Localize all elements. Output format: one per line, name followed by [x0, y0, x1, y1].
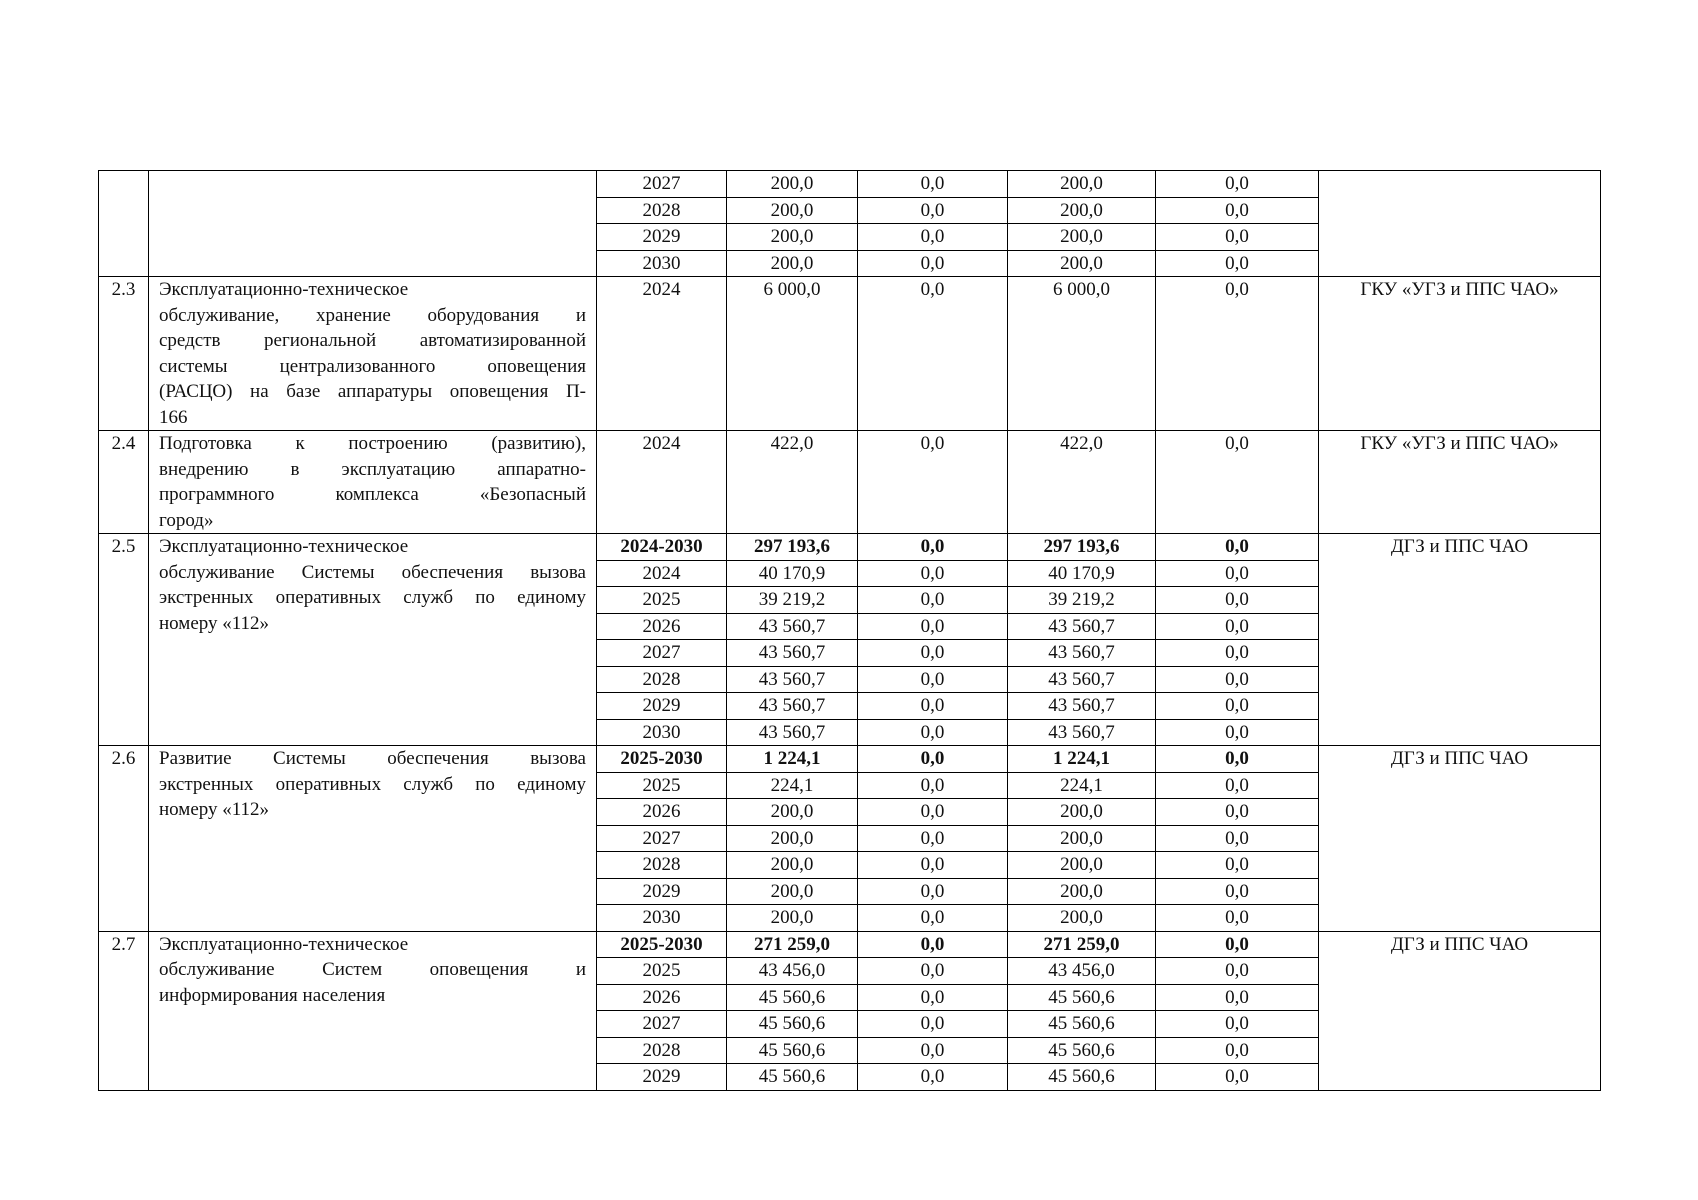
other-sources-cell: 0,0 [1156, 277, 1319, 431]
federal-budget-cell: 0,0 [858, 746, 1008, 773]
total-amount-cell: 200,0 [727, 905, 858, 932]
federal-budget-cell: 0,0 [858, 171, 1008, 198]
other-sources-cell: 0,0 [1156, 772, 1319, 799]
regional-budget-cell: 45 560,6 [1008, 1011, 1156, 1038]
federal-budget-cell: 0,0 [858, 878, 1008, 905]
federal-budget-cell: 0,0 [858, 958, 1008, 985]
item-number: 2.7 [99, 931, 149, 1090]
year-cell: 2024 [597, 277, 727, 431]
other-sources-cell: 0,0 [1156, 587, 1319, 614]
total-amount-cell: 43 560,7 [727, 666, 858, 693]
total-amount-cell: 1 224,1 [727, 746, 858, 773]
federal-budget-cell: 0,0 [858, 905, 1008, 932]
other-sources-cell: 0,0 [1156, 905, 1319, 932]
year-cell: 2029 [597, 1064, 727, 1091]
total-amount-cell: 200,0 [727, 799, 858, 826]
year-cell: 2030 [597, 719, 727, 746]
other-sources-cell: 0,0 [1156, 825, 1319, 852]
other-sources-cell: 0,0 [1156, 931, 1319, 958]
year-cell: 2028 [597, 666, 727, 693]
responsible-executor: ДГЗ и ППС ЧАО [1319, 931, 1601, 1090]
table-row [99, 431, 1601, 534]
description-line: Развитие Системы обеспечения вызова [159, 748, 586, 769]
total-amount-cell: 39 219,2 [727, 587, 858, 614]
regional-budget-cell: 297 193,6 [1008, 534, 1156, 561]
item-number: 2.3 [99, 277, 149, 431]
total-amount-cell: 43 560,7 [727, 719, 858, 746]
table-row [99, 931, 1601, 958]
other-sources-cell: 0,0 [1156, 560, 1319, 587]
other-sources-cell: 0,0 [1156, 431, 1319, 534]
federal-budget-cell: 0,0 [858, 719, 1008, 746]
federal-budget-cell: 0,0 [858, 224, 1008, 251]
federal-budget-cell: 0,0 [858, 825, 1008, 852]
other-sources-cell: 0,0 [1156, 1011, 1319, 1038]
federal-budget-cell: 0,0 [858, 799, 1008, 826]
total-amount-cell: 45 560,6 [727, 1037, 858, 1064]
total-amount-cell: 200,0 [727, 852, 858, 879]
year-cell: 2029 [597, 224, 727, 251]
total-amount-cell: 271 259,0 [727, 931, 858, 958]
other-sources-cell: 0,0 [1156, 640, 1319, 667]
other-sources-cell: 0,0 [1156, 197, 1319, 224]
other-sources-cell: 0,0 [1156, 852, 1319, 879]
total-amount-cell: 6 000,0 [727, 277, 858, 431]
measure-description [149, 171, 597, 277]
year-cell: 2025-2030 [597, 746, 727, 773]
federal-budget-cell: 0,0 [858, 852, 1008, 879]
regional-budget-cell: 43 560,7 [1008, 666, 1156, 693]
regional-budget-cell: 6 000,0 [1008, 277, 1156, 431]
total-amount-cell: 422,0 [727, 431, 858, 534]
total-amount-cell: 200,0 [727, 878, 858, 905]
federal-budget-cell: 0,0 [858, 984, 1008, 1011]
federal-budget-cell: 0,0 [858, 197, 1008, 224]
regional-budget-cell: 43 560,7 [1008, 719, 1156, 746]
federal-budget-cell: 0,0 [858, 1064, 1008, 1091]
other-sources-cell: 0,0 [1156, 171, 1319, 198]
federal-budget-cell: 0,0 [858, 431, 1008, 534]
description-line: информирования населения [159, 984, 386, 1006]
other-sources-cell: 0,0 [1156, 693, 1319, 720]
federal-budget-cell: 0,0 [858, 1011, 1008, 1038]
regional-budget-cell: 200,0 [1008, 250, 1156, 277]
federal-budget-cell: 0,0 [858, 534, 1008, 561]
federal-budget-cell: 0,0 [858, 613, 1008, 640]
description-line: Эксплуатационно-техническое [159, 279, 409, 300]
other-sources-cell: 0,0 [1156, 250, 1319, 277]
total-amount-cell: 43 560,7 [727, 693, 858, 720]
total-amount-cell: 200,0 [727, 224, 858, 251]
measure-description [149, 277, 597, 431]
year-cell: 2027 [597, 171, 727, 198]
regional-budget-cell: 422,0 [1008, 431, 1156, 534]
regional-budget-cell: 200,0 [1008, 224, 1156, 251]
total-amount-cell: 200,0 [727, 197, 858, 224]
total-amount-cell: 200,0 [727, 250, 858, 277]
regional-budget-cell: 43 560,7 [1008, 640, 1156, 667]
description-line: обслуживание Систем оповещения и [159, 959, 586, 980]
year-cell: 2025 [597, 958, 727, 985]
year-cell: 2027 [597, 825, 727, 852]
item-number: 2.5 [99, 534, 149, 746]
measure-description [149, 746, 597, 932]
year-cell: 2028 [597, 852, 727, 879]
federal-budget-cell: 0,0 [858, 666, 1008, 693]
year-cell: 2024 [597, 560, 727, 587]
other-sources-cell: 0,0 [1156, 666, 1319, 693]
year-cell: 2028 [597, 197, 727, 224]
regional-budget-cell: 271 259,0 [1008, 931, 1156, 958]
year-cell: 2026 [597, 613, 727, 640]
regional-budget-cell: 200,0 [1008, 825, 1156, 852]
other-sources-cell: 0,0 [1156, 984, 1319, 1011]
federal-budget-cell: 0,0 [858, 640, 1008, 667]
total-amount-cell: 45 560,6 [727, 1064, 858, 1091]
description-line: экстренных оперативных служб по единому [159, 773, 586, 795]
year-cell: 2024-2030 [597, 534, 727, 561]
regional-budget-cell: 1 224,1 [1008, 746, 1156, 773]
year-cell: 2025 [597, 772, 727, 799]
other-sources-cell: 0,0 [1156, 224, 1319, 251]
total-amount-cell: 40 170,9 [727, 560, 858, 587]
table-row [99, 534, 1601, 561]
year-cell: 2027 [597, 1011, 727, 1038]
responsible-executor: ГКУ «УГЗ и ППС ЧАО» [1319, 431, 1601, 534]
measure-description [149, 931, 597, 1090]
description-line: 166 [159, 406, 188, 428]
other-sources-cell: 0,0 [1156, 534, 1319, 561]
year-cell: 2025-2030 [597, 931, 727, 958]
total-amount-cell: 224,1 [727, 772, 858, 799]
other-sources-cell: 0,0 [1156, 613, 1319, 640]
total-amount-cell: 45 560,6 [727, 1011, 858, 1038]
measure-description [149, 534, 597, 746]
responsible-executor: ГКУ «УГЗ и ППС ЧАО» [1319, 277, 1601, 431]
regional-budget-cell: 45 560,6 [1008, 984, 1156, 1011]
total-amount-cell: 43 560,7 [727, 613, 858, 640]
regional-budget-cell: 200,0 [1008, 905, 1156, 932]
year-cell: 2026 [597, 984, 727, 1011]
description-line: номеру «112» [159, 612, 270, 634]
responsible-executor: ДГЗ и ППС ЧАО [1319, 534, 1601, 746]
other-sources-cell: 0,0 [1156, 1037, 1319, 1064]
description-line: (РАСЦО) на базе аппаратуры оповещения П- [159, 381, 586, 402]
regional-budget-cell: 45 560,6 [1008, 1037, 1156, 1064]
regional-budget-cell: 40 170,9 [1008, 560, 1156, 587]
table-row [99, 171, 1601, 198]
regional-budget-cell: 200,0 [1008, 171, 1156, 198]
description-line: Подготовка к построению (развитию), [159, 433, 586, 454]
responsible-executor: ДГЗ и ППС ЧАО [1319, 746, 1601, 932]
other-sources-cell: 0,0 [1156, 958, 1319, 985]
year-cell: 2025 [597, 587, 727, 614]
other-sources-cell: 0,0 [1156, 1064, 1319, 1091]
total-amount-cell: 45 560,6 [727, 984, 858, 1011]
description-line: внедрению в эксплуатацию аппаратно- [159, 458, 586, 480]
year-cell: 2027 [597, 640, 727, 667]
regional-budget-cell: 43 560,7 [1008, 693, 1156, 720]
regional-budget-cell: 43 456,0 [1008, 958, 1156, 985]
total-amount-cell: 200,0 [727, 825, 858, 852]
federal-budget-cell: 0,0 [858, 772, 1008, 799]
total-amount-cell: 200,0 [727, 171, 858, 198]
description-line: обслуживание, хранение оборудования и [159, 304, 586, 326]
year-cell: 2030 [597, 905, 727, 932]
table-row [99, 746, 1601, 773]
item-number: 2.4 [99, 431, 149, 534]
other-sources-cell: 0,0 [1156, 746, 1319, 773]
federal-budget-cell: 0,0 [858, 1037, 1008, 1064]
responsible-executor [1319, 171, 1601, 277]
year-cell: 2024 [597, 431, 727, 534]
total-amount-cell: 297 193,6 [727, 534, 858, 561]
other-sources-cell: 0,0 [1156, 878, 1319, 905]
item-number [99, 171, 149, 277]
regional-budget-cell: 43 560,7 [1008, 613, 1156, 640]
federal-budget-cell: 0,0 [858, 931, 1008, 958]
regional-budget-cell: 45 560,6 [1008, 1064, 1156, 1091]
description-line: средств региональной автоматизированной [159, 330, 586, 351]
description-line: Эксплуатационно-техническое [159, 536, 409, 557]
description-line: программного комплекса «Безопасный [159, 484, 586, 505]
federal-budget-cell: 0,0 [858, 587, 1008, 614]
description-line: Эксплуатационно-техническое [159, 933, 409, 955]
regional-budget-cell: 200,0 [1008, 197, 1156, 224]
other-sources-cell: 0,0 [1156, 719, 1319, 746]
regional-budget-cell: 39 219,2 [1008, 587, 1156, 614]
federal-budget-cell: 0,0 [858, 250, 1008, 277]
item-number: 2.6 [99, 746, 149, 932]
regional-budget-cell: 200,0 [1008, 878, 1156, 905]
description-line: системы централизованного оповещения [159, 355, 586, 377]
total-amount-cell: 43 456,0 [727, 958, 858, 985]
federal-budget-cell: 0,0 [858, 560, 1008, 587]
total-amount-cell: 43 560,7 [727, 640, 858, 667]
description-line: город» [159, 509, 214, 531]
year-cell: 2026 [597, 799, 727, 826]
regional-budget-cell: 224,1 [1008, 772, 1156, 799]
description-line: номеру «112» [159, 799, 270, 820]
measure-description [149, 431, 597, 534]
regional-budget-cell: 200,0 [1008, 852, 1156, 879]
description-line: экстренных оперативных служб по единому [159, 587, 586, 608]
year-cell: 2029 [597, 878, 727, 905]
year-cell: 2029 [597, 693, 727, 720]
year-cell: 2028 [597, 1037, 727, 1064]
regional-budget-cell: 200,0 [1008, 799, 1156, 826]
program-funding-table [98, 170, 1601, 1091]
federal-budget-cell: 0,0 [858, 277, 1008, 431]
table-row [99, 277, 1601, 431]
description-line: обслуживание Системы обеспечения вызова [159, 561, 586, 583]
other-sources-cell: 0,0 [1156, 799, 1319, 826]
federal-budget-cell: 0,0 [858, 693, 1008, 720]
year-cell: 2030 [597, 250, 727, 277]
